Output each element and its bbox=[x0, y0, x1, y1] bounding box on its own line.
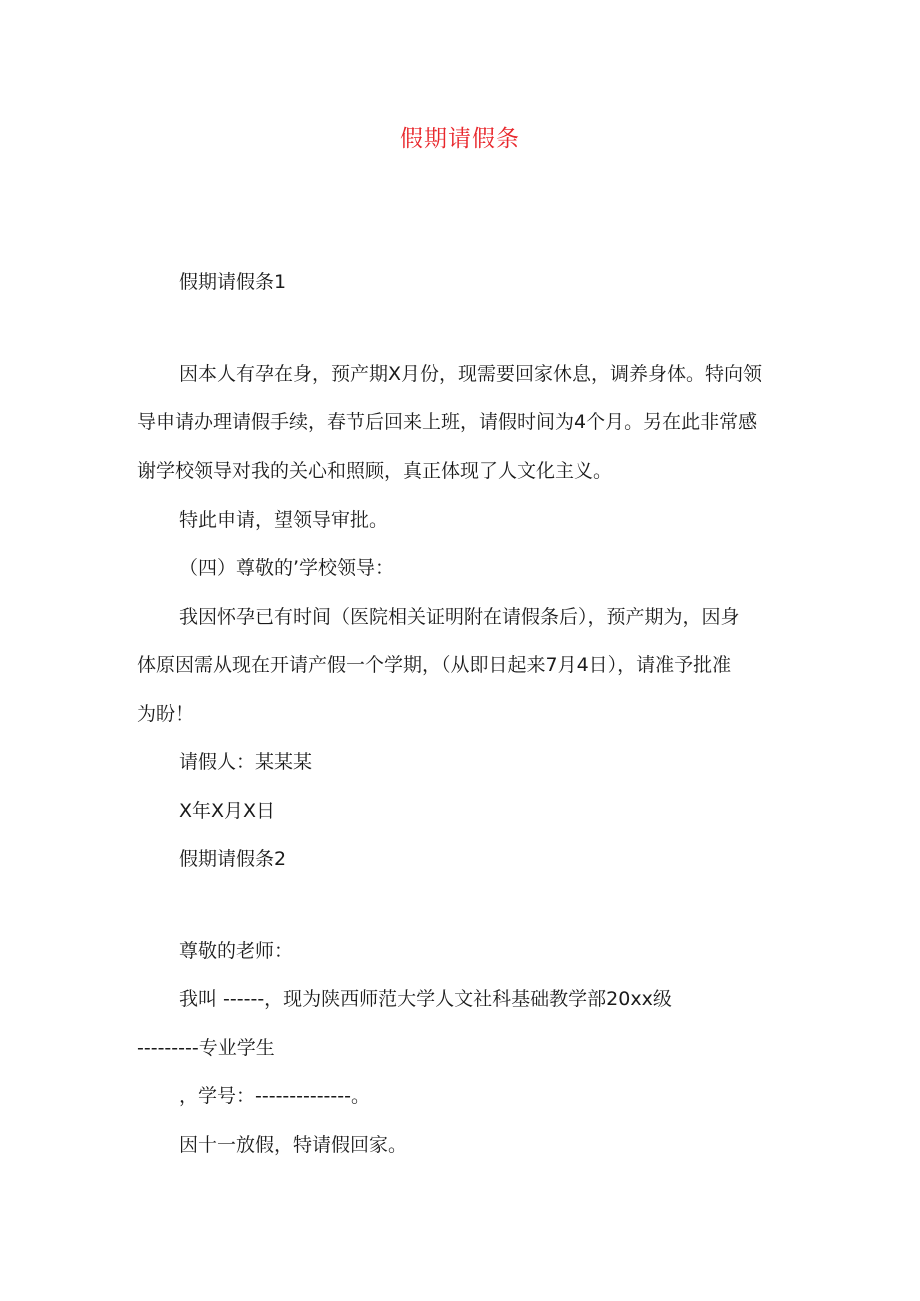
paragraph-line: 我因怀孕已有时间（医院相关证明附在请假条后），预产期为，因身 bbox=[179, 606, 740, 628]
paragraph-line: ，学号：--------------。 bbox=[179, 1085, 370, 1107]
paragraph-line: 谢学校领导对我的关心和照顾，真正体现了人文化主义。 bbox=[137, 460, 613, 482]
section-heading-1: 假期请假条1 bbox=[179, 271, 287, 293]
signature-line: 请假人：某某某 bbox=[179, 751, 313, 773]
date-line: X年X月X日 bbox=[179, 800, 276, 822]
paragraph-line: ---------专业学生 bbox=[137, 1037, 275, 1059]
paragraph-line: 体原因需从现在开请产假一个学期，（从即日起来7月4日），请准予批准 bbox=[137, 654, 732, 676]
section-heading-2: 假期请假条2 bbox=[179, 848, 287, 870]
paragraph-line: 导申请办理请假手续，春节后回来上班，请假时间为4个月。另在此非常感 bbox=[137, 411, 758, 433]
paragraph-line: 我叫 ------，现为陕西师范大学人文社科基础教学部20xx级 bbox=[179, 988, 672, 1010]
paragraph-line: 因本人有孕在身，预产期X月份，现需要回家休息，调养身体。特向领 bbox=[179, 363, 763, 385]
paragraph-line: 尊敬的老师： bbox=[179, 940, 294, 962]
paragraph-line: 特此申请，望领导审批。 bbox=[179, 509, 389, 531]
paragraph-line: （四）尊敬的’学校领导： bbox=[179, 557, 395, 579]
document-title: 假期请假条 bbox=[400, 126, 520, 152]
paragraph-line: 为盼！ bbox=[137, 703, 195, 725]
paragraph-line: 因十一放假，特请假回家。 bbox=[179, 1134, 408, 1156]
